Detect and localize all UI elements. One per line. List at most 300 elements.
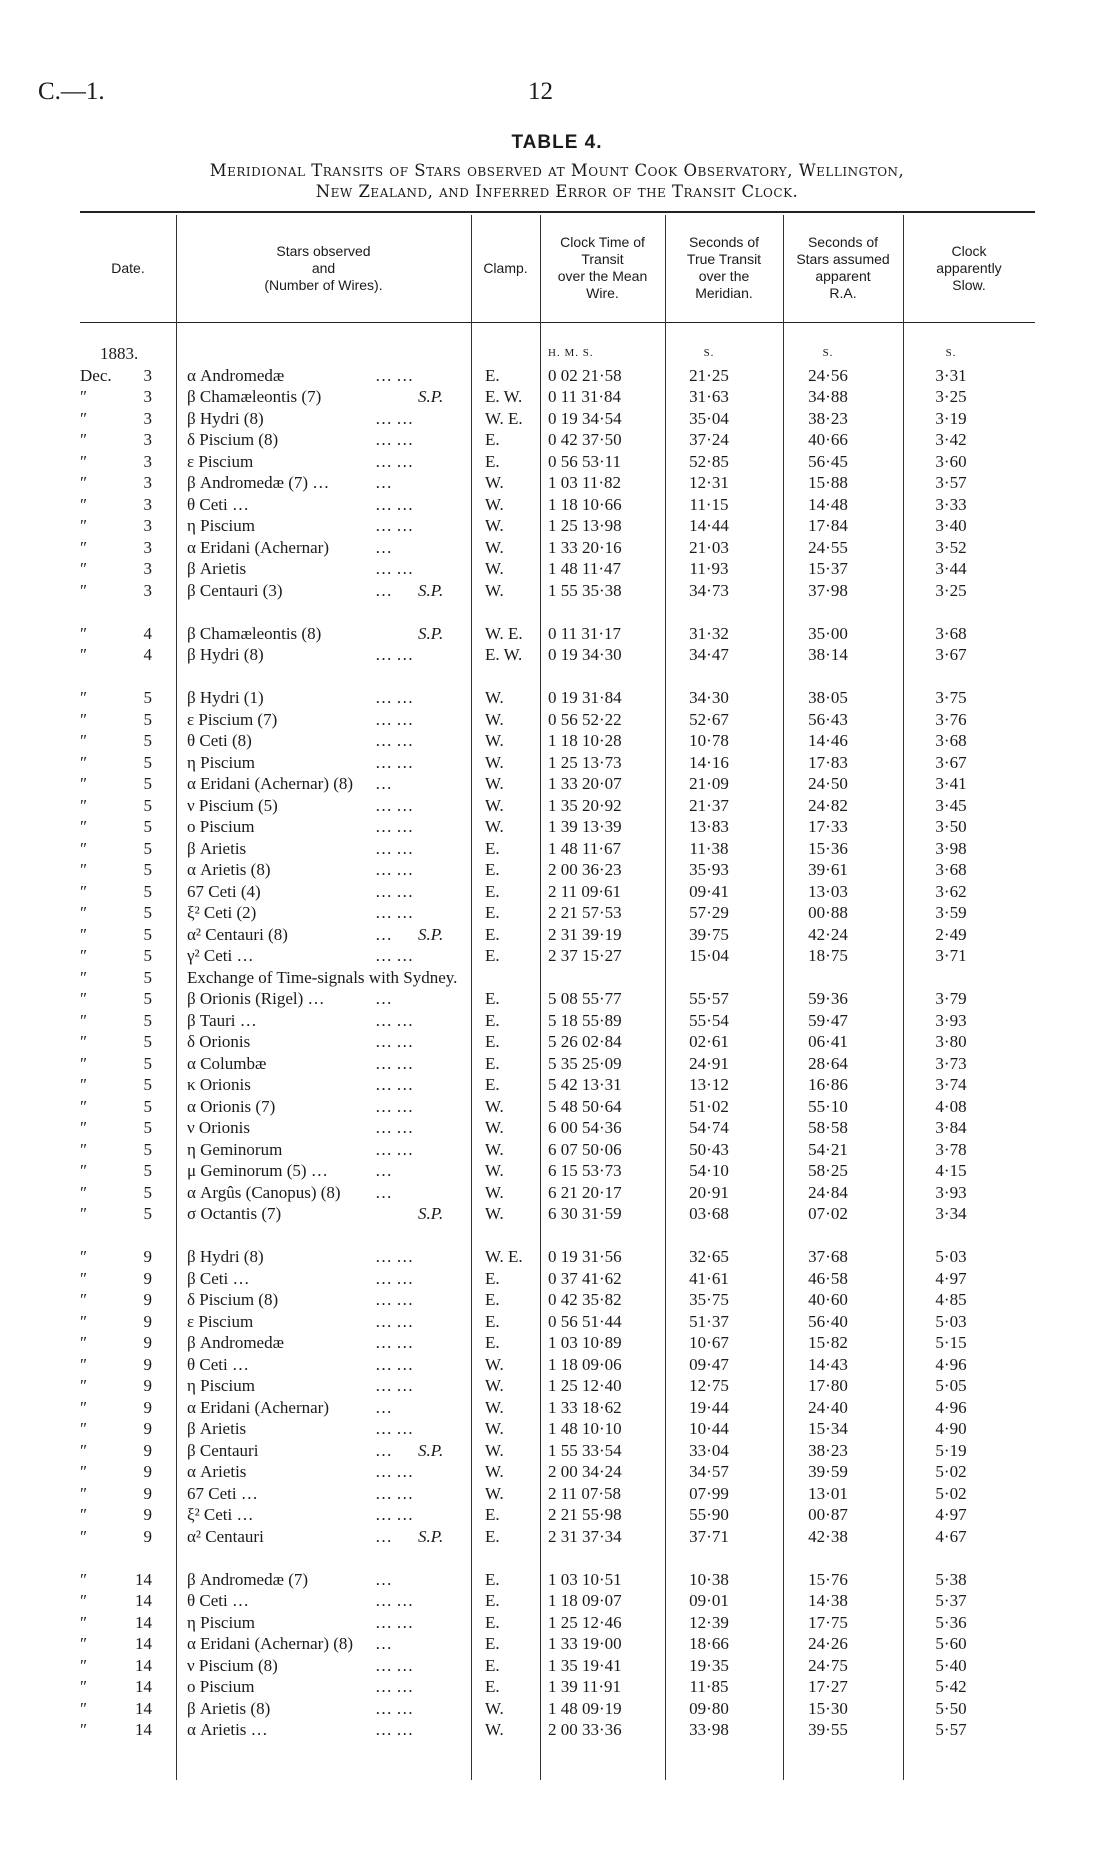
clamp-cell: E. xyxy=(485,1569,500,1589)
table-row xyxy=(0,386,1114,408)
table-row xyxy=(0,1332,1114,1354)
clamp-cell: E. xyxy=(485,1526,500,1546)
star-name: δ Piscium (8) xyxy=(187,1290,279,1309)
clamp-cell: E. xyxy=(485,1290,500,1309)
star-name: ν Piscium (8) xyxy=(187,1655,278,1675)
day-cell: 5 xyxy=(143,946,152,965)
month-cell: ″ xyxy=(80,1634,88,1653)
clock-time-cell: 1 03 11·82 xyxy=(548,473,622,492)
clamp-cell: E. xyxy=(485,1032,500,1051)
apparent-ra-cell: 17·27 xyxy=(808,1677,848,1696)
clock-time-cell: 0 19 31·56 xyxy=(548,1247,622,1266)
table-row xyxy=(0,558,1114,580)
day-cell: 5 xyxy=(143,924,152,944)
page-number: 12 xyxy=(528,78,553,105)
true-transit-cell: 52·85 xyxy=(689,451,729,471)
true-transit-cell: 54·74 xyxy=(689,1118,729,1137)
clamp-cell: E. W. xyxy=(485,387,523,406)
clock-time-cell: 1 33 20·07 xyxy=(548,774,622,793)
clock-slow-cell: 3·57 xyxy=(935,473,967,492)
true-transit-cell: 12·31 xyxy=(689,473,729,492)
month-cell: ″ xyxy=(80,559,88,578)
day-cell: 3 xyxy=(143,451,152,471)
table-row xyxy=(0,1074,1114,1096)
true-transit-cell: 13·12 xyxy=(689,1075,729,1094)
month-cell: ″ xyxy=(80,473,88,492)
clock-slow-cell: 4·85 xyxy=(935,1290,967,1309)
table-row xyxy=(0,838,1114,860)
month-cell: ″ xyxy=(80,1182,88,1202)
clamp-cell: E. xyxy=(485,946,500,965)
leader-dots: … … xyxy=(375,881,414,901)
true-transit-cell: 41·61 xyxy=(689,1268,729,1288)
apparent-ra-cell: 24·26 xyxy=(808,1634,848,1653)
leader-dots: … xyxy=(375,1182,392,1202)
apparent-ra-cell: 06·41 xyxy=(808,1032,848,1051)
table-row xyxy=(0,1633,1114,1655)
true-transit-cell: 12·39 xyxy=(689,1612,729,1632)
clamp-cell: E. xyxy=(485,1655,500,1675)
star-name: δ Piscium (8) xyxy=(187,430,279,449)
star-name: η Piscium xyxy=(187,516,255,535)
table-caption xyxy=(100,160,1014,202)
apparent-ra-cell: 24·56 xyxy=(808,365,848,385)
clock-slow-cell: 3·68 xyxy=(935,623,967,643)
leader-dots: … … xyxy=(375,1247,414,1266)
day-cell: 5 xyxy=(143,860,152,879)
clock-time-cell: 1 25 13·98 xyxy=(548,516,622,535)
clock-slow-cell: 5·05 xyxy=(935,1376,967,1395)
star-name: β Hydri (1) xyxy=(187,688,264,707)
day-cell: 5 xyxy=(143,1075,152,1094)
true-transit-cell: 35·93 xyxy=(689,860,729,879)
apparent-ra-cell: 15·36 xyxy=(808,838,848,858)
apparent-ra-cell: 24·50 xyxy=(808,774,848,793)
clamp-cell: W. xyxy=(485,795,504,815)
day-cell: 9 xyxy=(143,1247,152,1266)
clock-slow-cell: 5·03 xyxy=(935,1247,967,1266)
table-row xyxy=(0,709,1114,731)
month-cell: ″ xyxy=(80,1591,88,1610)
leader-dots: … … xyxy=(375,838,414,858)
leader-dots: … … xyxy=(375,1311,414,1331)
clock-slow-cell: 2·49 xyxy=(935,924,967,944)
clamp-cell: E. xyxy=(485,989,500,1008)
star-name: ο Piscium xyxy=(187,1677,255,1696)
month-cell: ″ xyxy=(80,1118,88,1137)
clamp-cell: W. xyxy=(485,1698,504,1718)
clamp-cell: W. E. xyxy=(485,408,523,428)
table-row xyxy=(0,881,1114,903)
star-name: η Geminorum xyxy=(187,1139,283,1159)
clock-slow-cell: 5·02 xyxy=(935,1483,967,1503)
clock-time-cell: 1 39 11·91 xyxy=(548,1677,622,1696)
table-row xyxy=(0,1719,1114,1741)
month-cell: ″ xyxy=(80,1204,88,1223)
apparent-ra-cell: 24·55 xyxy=(808,537,848,557)
month-cell: ″ xyxy=(80,1161,88,1180)
apparent-ra-cell: 15·76 xyxy=(808,1569,848,1589)
true-transit-cell: 03·68 xyxy=(689,1204,729,1223)
star-name: ε Piscium xyxy=(187,1311,254,1331)
clamp-cell: W. xyxy=(485,1118,504,1137)
clamp-cell: E. W. xyxy=(485,645,523,664)
clock-slow-cell: 3·80 xyxy=(935,1032,967,1051)
true-transit-cell: 19·44 xyxy=(689,1397,729,1417)
true-transit-cell: 34·57 xyxy=(689,1462,729,1481)
true-transit-cell: 21·03 xyxy=(689,537,729,557)
star-name: β Arietis xyxy=(187,559,247,578)
apparent-ra-cell: 38·05 xyxy=(808,688,848,707)
table-row xyxy=(0,1526,1114,1548)
clock-time-cell: 5 42 13·31 xyxy=(548,1075,622,1094)
month-cell: ″ xyxy=(80,1505,88,1524)
apparent-ra-cell: 42·24 xyxy=(808,924,848,944)
table-row xyxy=(0,1160,1114,1182)
day-cell: 3 xyxy=(143,473,152,492)
clock-slow-cell: 3·40 xyxy=(935,516,967,535)
month-cell: ″ xyxy=(80,1290,88,1309)
day-cell: 14 xyxy=(135,1720,152,1739)
clamp-cell: W. E. xyxy=(485,1247,523,1266)
clamp-cell: W. xyxy=(485,1096,504,1116)
table-row xyxy=(0,1182,1114,1204)
leader-dots: … … xyxy=(375,516,414,535)
clamp-cell: W. xyxy=(485,537,504,557)
day-cell: 9 xyxy=(143,1462,152,1481)
true-transit-cell: 32·65 xyxy=(689,1247,729,1266)
leader-dots: … … xyxy=(375,709,414,729)
day-cell: 5 xyxy=(143,795,152,815)
clamp-cell: W. xyxy=(485,1204,504,1223)
clock-slow-cell: 3·59 xyxy=(935,903,967,922)
col-header-apparent-ra: Seconds of Stars assumed apparent R.A. xyxy=(796,234,890,301)
sp-cell: S.P. xyxy=(418,1204,444,1223)
clock-time-cell: 0 42 35·82 xyxy=(548,1290,622,1309)
leader-dots: … … xyxy=(375,1655,414,1675)
clock-slow-cell: 3·45 xyxy=(935,795,967,815)
day-cell: 3 xyxy=(143,516,152,535)
day-cell: 14 xyxy=(135,1677,152,1696)
day-cell: 5 xyxy=(143,688,152,707)
clock-time-cell: 1 48 11·67 xyxy=(548,838,622,858)
day-cell: 5 xyxy=(143,838,152,858)
clock-time-cell: 0 37 41·62 xyxy=(548,1268,622,1288)
clock-slow-cell: 3·73 xyxy=(935,1053,967,1073)
month-cell: ″ xyxy=(80,903,88,922)
month-cell: ″ xyxy=(80,1311,88,1331)
col-header-true-transit: Seconds of True Transit over the Meridian. xyxy=(686,234,762,301)
leader-dots: … xyxy=(375,774,392,793)
star-name: β Hydri (8) xyxy=(187,645,264,664)
clamp-cell: E. xyxy=(485,1333,500,1352)
true-transit-cell: 51·37 xyxy=(689,1311,729,1331)
clock-slow-cell: 3·98 xyxy=(935,838,967,858)
clock-slow-cell: 5·57 xyxy=(935,1720,967,1739)
clock-time-cell: 5 35 25·09 xyxy=(548,1053,622,1073)
clock-time-cell: 1 33 19·00 xyxy=(548,1634,622,1653)
clamp-cell: E. xyxy=(485,1677,500,1696)
caption-line-2: New Zealand, and Inferred Error of the Transit Clock. xyxy=(315,182,799,201)
true-transit-cell: 02·61 xyxy=(689,1032,729,1051)
star-name: θ Ceti … xyxy=(187,494,249,514)
apparent-ra-cell: 07·02 xyxy=(808,1204,848,1223)
true-transit-cell: 31·63 xyxy=(689,387,729,406)
apparent-ra-cell: 38·23 xyxy=(808,408,848,428)
note-row xyxy=(0,967,1114,989)
true-transit-cell: 11·38 xyxy=(689,838,729,858)
month-cell: ″ xyxy=(80,731,88,750)
col-header-clamp: Clamp. xyxy=(483,259,528,276)
month-cell: ″ xyxy=(80,1268,88,1288)
clamp-cell: E. xyxy=(485,1311,500,1331)
table-row xyxy=(0,537,1114,559)
apparent-ra-cell: 56·43 xyxy=(808,709,848,729)
table-row xyxy=(0,1655,1114,1677)
leader-dots: … xyxy=(375,1397,392,1417)
note-cell: Exchange of Time-signals with Sydney. xyxy=(187,967,458,987)
day-cell: 5 xyxy=(143,817,152,836)
day-cell: 14 xyxy=(135,1612,152,1632)
true-transit-cell: 21·25 xyxy=(689,365,729,385)
true-transit-cell: 11·15 xyxy=(689,494,729,514)
month-cell: ″ xyxy=(80,645,88,664)
day-cell: 9 xyxy=(143,1419,152,1438)
clamp-cell: W. xyxy=(485,774,504,793)
star-name: α Arietis (8) xyxy=(187,860,271,879)
clock-slow-cell: 4·96 xyxy=(935,1397,967,1417)
sp-cell: S.P. xyxy=(418,623,444,643)
clock-slow-cell: 5·15 xyxy=(935,1333,967,1352)
true-transit-cell: 24·91 xyxy=(689,1053,729,1073)
star-name: β Centauri xyxy=(187,1440,259,1460)
clamp-cell: W. xyxy=(485,1139,504,1159)
year-label: 1883. xyxy=(100,344,139,363)
clamp-cell: W. xyxy=(485,494,504,514)
star-name: β Arietis (8) xyxy=(187,1698,271,1718)
leader-dots: … … xyxy=(375,365,414,385)
table-row xyxy=(0,1010,1114,1032)
apparent-ra-cell: 15·37 xyxy=(808,559,848,578)
star-name: 67 Ceti (4) xyxy=(187,881,261,901)
col-header-clock-time: Clock Time of Transit over the Mean Wire. xyxy=(557,234,648,301)
group-spacer xyxy=(0,1225,1114,1247)
clock-slow-cell: 4·67 xyxy=(935,1526,967,1546)
month-cell: ″ xyxy=(80,924,88,944)
clock-time-cell: 5 18 55·89 xyxy=(548,1010,622,1030)
day-cell: 5 xyxy=(143,731,152,750)
true-transit-cell: 35·04 xyxy=(689,408,729,428)
apparent-ra-cell: 56·45 xyxy=(808,451,848,471)
clock-slow-cell: 3·74 xyxy=(935,1075,967,1094)
true-transit-cell: 39·75 xyxy=(689,924,729,944)
clamp-cell: E. xyxy=(485,430,500,449)
clamp-cell: E. xyxy=(485,838,500,858)
month-cell: ″ xyxy=(80,1247,88,1266)
col-header-stars: Stars observed and (Number of Wires). xyxy=(264,242,383,293)
leader-dots: … … xyxy=(375,752,414,772)
star-name: α Arietis xyxy=(187,1462,247,1481)
clamp-cell: E. xyxy=(485,1612,500,1632)
true-transit-cell: 09·41 xyxy=(689,881,729,901)
clock-slow-cell: 3·93 xyxy=(935,1010,967,1030)
sp-cell: S.P. xyxy=(418,387,444,406)
clock-slow-cell: 3·75 xyxy=(935,688,967,707)
star-name: β Hydri (8) xyxy=(187,408,264,428)
apparent-ra-cell: 39·61 xyxy=(808,860,848,879)
apparent-ra-cell: 38·14 xyxy=(808,645,848,664)
true-transit-cell: 14·44 xyxy=(689,516,729,535)
month-cell: ″ xyxy=(80,1483,88,1503)
clock-time-cell: 1 33 20·16 xyxy=(548,537,622,557)
day-cell: 5 xyxy=(143,1118,152,1137)
table-row xyxy=(0,365,1114,387)
leader-dots: … … xyxy=(375,1075,414,1094)
day-cell: 5 xyxy=(143,1182,152,1202)
star-name: α Eridani (Achernar) xyxy=(187,537,330,557)
month-cell: ″ xyxy=(80,580,88,600)
clamp-cell: W. xyxy=(485,1397,504,1417)
apparent-ra-cell: 14·48 xyxy=(808,494,848,514)
group-spacer xyxy=(0,1547,1114,1569)
table-row xyxy=(0,1375,1114,1397)
clock-time-cell: 1 25 12·46 xyxy=(548,1612,622,1632)
month-cell: ″ xyxy=(80,967,88,987)
star-name: α Orionis (7) xyxy=(187,1096,276,1116)
true-transit-cell: 21·37 xyxy=(689,795,729,815)
clock-slow-cell: 4·96 xyxy=(935,1354,967,1374)
true-transit-cell: 10·44 xyxy=(689,1419,729,1438)
star-name: α Andromedæ xyxy=(187,365,285,385)
leader-dots: … … xyxy=(375,1720,414,1739)
apparent-ra-cell: 17·80 xyxy=(808,1376,848,1395)
table-row xyxy=(0,644,1114,666)
table-top-rule xyxy=(80,211,1035,213)
clock-slow-cell: 3·44 xyxy=(935,559,967,578)
clock-time-cell: 0 42 37·50 xyxy=(548,430,622,449)
clock-time-cell: 1 35 19·41 xyxy=(548,1655,622,1675)
day-cell: 5 xyxy=(143,1204,152,1223)
clock-time-cell: 0 11 31·17 xyxy=(548,623,622,643)
day-cell: 5 xyxy=(143,1096,152,1116)
table-row xyxy=(0,429,1114,451)
table-row xyxy=(0,1698,1114,1720)
leader-dots: … … xyxy=(375,1053,414,1073)
true-transit-cell: 09·01 xyxy=(689,1591,729,1610)
star-name: α Eridani (Achernar) (8) xyxy=(187,774,354,793)
clock-slow-cell: 3·76 xyxy=(935,709,967,729)
day-cell: 4 xyxy=(143,623,152,643)
table-row xyxy=(0,1590,1114,1612)
slow-units: S. xyxy=(945,347,957,359)
table-row xyxy=(0,1397,1114,1419)
table-row xyxy=(0,1139,1114,1161)
true-transit-cell: 10·67 xyxy=(689,1333,729,1352)
col-header-date: Date. xyxy=(111,259,145,276)
clock-time-cell: 1 35 20·92 xyxy=(548,795,622,815)
clamp-cell: E. xyxy=(485,1053,500,1073)
star-name: β Chamæleontis (7) xyxy=(187,387,322,406)
apparent-ra-cell: 40·66 xyxy=(808,430,848,449)
month-cell: ″ xyxy=(80,408,88,428)
clock-time-cell: 0 19 34·54 xyxy=(548,408,622,428)
clock-time-cell: 6 30 31·59 xyxy=(548,1204,622,1223)
clamp-cell: E. xyxy=(485,860,500,879)
day-cell: 14 xyxy=(135,1569,152,1589)
apparent-ra-cell: 24·84 xyxy=(808,1182,848,1202)
clock-time-cell: 0 56 53·11 xyxy=(548,451,622,471)
clock-time-cell: 0 56 52·22 xyxy=(548,709,622,729)
clock-slow-cell: 5·38 xyxy=(935,1569,967,1589)
month-cell: ″ xyxy=(80,516,88,535)
month-cell: ″ xyxy=(80,1354,88,1374)
clamp-cell: W. xyxy=(485,1419,504,1438)
clock-slow-cell: 4·97 xyxy=(935,1505,967,1524)
star-name: δ Orionis xyxy=(187,1032,251,1051)
clock-time-cell: 0 11 31·84 xyxy=(548,387,622,406)
clock-slow-cell: 4·97 xyxy=(935,1268,967,1288)
clamp-cell: W. xyxy=(485,731,504,750)
true-transit-cell: 55·90 xyxy=(689,1505,729,1524)
clock-time-cell: 1 48 09·19 xyxy=(548,1698,622,1718)
clock-slow-cell: 3·68 xyxy=(935,731,967,750)
clamp-cell: W. xyxy=(485,1720,504,1739)
apparent-ra-cell: 42·38 xyxy=(808,1526,848,1546)
apparent-ra-cell: 17·83 xyxy=(808,752,848,772)
leader-dots: … … xyxy=(375,1032,414,1051)
apparent-ra-cell: 00·87 xyxy=(808,1505,848,1524)
page-code: C.—1. xyxy=(38,78,105,105)
leader-dots: … … xyxy=(375,1505,414,1524)
clock-slow-cell: 3·78 xyxy=(935,1139,967,1159)
day-cell: 5 xyxy=(143,1010,152,1030)
true-transit-cell: 21·09 xyxy=(689,774,729,793)
clamp-cell: E. xyxy=(485,1591,500,1610)
leader-dots: … … xyxy=(375,451,414,471)
clamp-cell: E. xyxy=(485,1010,500,1030)
star-name: β Ceti … xyxy=(187,1268,250,1288)
star-name: β Arietis xyxy=(187,838,247,858)
table-row xyxy=(0,1096,1114,1118)
clamp-cell: W. xyxy=(485,1161,504,1180)
clock-time-cell: 1 25 12·40 xyxy=(548,1376,622,1395)
month-cell: ″ xyxy=(80,494,88,514)
table-row xyxy=(0,687,1114,709)
star-name: α Argûs (Canopus) (8) xyxy=(187,1182,341,1202)
day-cell: 3 xyxy=(143,408,152,428)
table-row xyxy=(0,773,1114,795)
star-name: α Eridani (Achernar) xyxy=(187,1397,330,1417)
clock-slow-cell: 3·62 xyxy=(935,881,967,901)
apparent-ra-cell: 15·88 xyxy=(808,473,848,492)
clock-slow-cell: 3·67 xyxy=(935,645,967,664)
star-name: β Centauri (3) xyxy=(187,580,283,600)
month-cell: ″ xyxy=(80,1376,88,1395)
true-transit-cell: 12·75 xyxy=(689,1376,729,1395)
table-row xyxy=(0,515,1114,537)
leader-dots: … … xyxy=(375,1376,414,1395)
apparent-ra-cell: 56·40 xyxy=(808,1311,848,1331)
sp-cell: S.P. xyxy=(418,580,444,600)
table-row xyxy=(0,451,1114,473)
day-cell: 5 xyxy=(143,1139,152,1159)
star-name: μ Geminorum (5) … xyxy=(187,1161,328,1180)
leader-dots: … … xyxy=(375,1096,414,1116)
star-name: θ Ceti … xyxy=(187,1591,249,1610)
star-name: β Andromedæ (7) … xyxy=(187,473,330,492)
month-cell: ″ xyxy=(80,1419,88,1438)
apparent-ra-cell: 39·55 xyxy=(808,1720,848,1739)
